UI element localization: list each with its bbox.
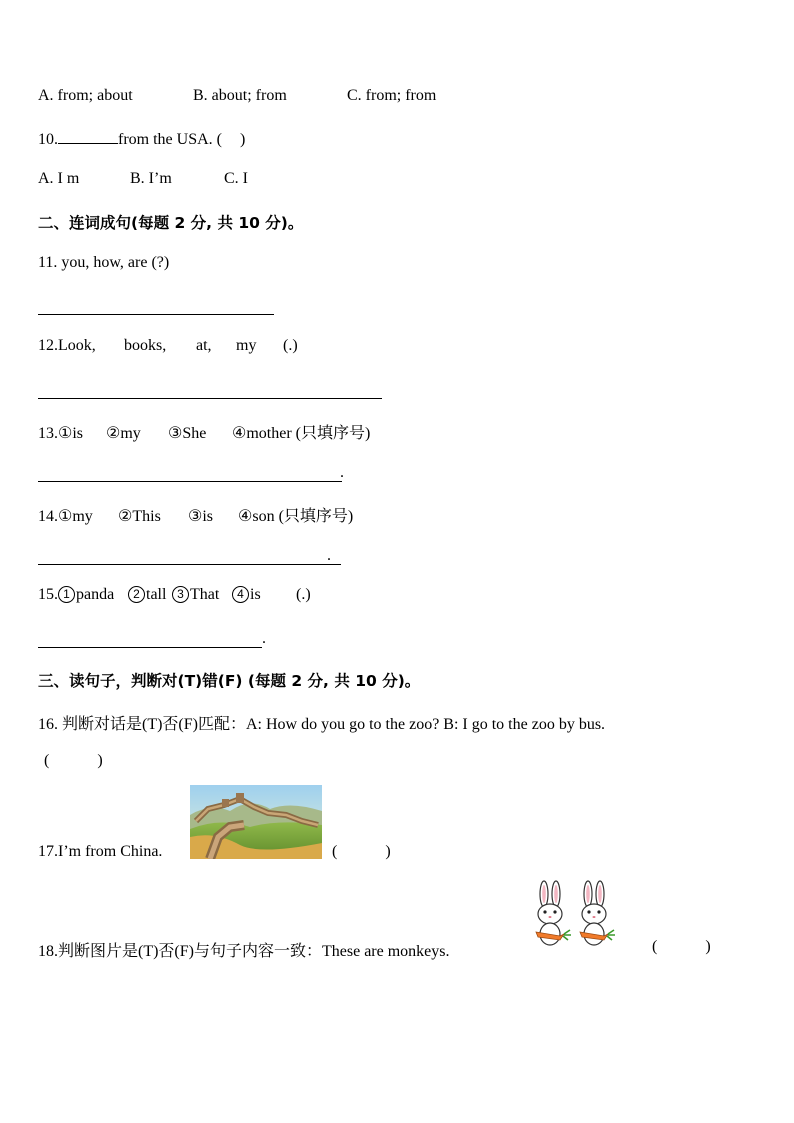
q14-number: 14. <box>38 508 58 525</box>
q10-close-paren: ) <box>239 131 246 148</box>
q10-text: from the USA. ( <box>118 131 222 148</box>
q16-answer-paren[interactable]: ( ) <box>44 752 103 769</box>
q17-question: 17.I’m from China. <box>38 843 163 860</box>
q13-end-period: . <box>340 464 344 481</box>
q12-number: 12. <box>38 337 58 354</box>
q14-item-word: son (只填序号) <box>252 508 354 525</box>
q15-end-period: . <box>262 630 266 647</box>
q12-answer-line[interactable] <box>38 397 382 399</box>
q13-number: 13. <box>38 425 58 442</box>
q10-option-c: C. I <box>224 170 248 187</box>
q12-word: books, <box>124 337 167 354</box>
q15-item-word: That <box>190 586 220 603</box>
q9-option-b: B. about; from <box>193 87 287 104</box>
q9-option-c: C. from; from <box>347 87 437 104</box>
q14-answer-line[interactable] <box>38 563 341 565</box>
q15-item-circle: 3 <box>172 586 189 603</box>
q14-item-number: ① <box>58 508 73 525</box>
q13-item-word: She <box>182 425 207 442</box>
q15-item-circle: 2 <box>128 586 145 603</box>
q18-answer-paren[interactable]: ( ) <box>652 938 711 955</box>
q14-item-word: my <box>72 508 93 525</box>
q10-question <box>38 129 245 149</box>
q18-question: 18.判断图片是(T)否(F)与句子内容一致：These are monkeys. <box>38 943 450 960</box>
q14-item-word: This <box>132 508 161 525</box>
q14-item-number: ③ <box>188 508 203 525</box>
q9-option-a: A. from; about <box>38 87 133 104</box>
q15-item-word: panda <box>76 586 115 603</box>
q15-question <box>38 586 311 604</box>
q12-word: my <box>236 337 257 354</box>
q14-item-number: ④ <box>238 508 253 525</box>
q10-option-b: B. I’m <box>130 170 172 187</box>
q13-item-word: mother (只填序号) <box>246 425 371 442</box>
q14-item-number: ② <box>118 508 133 525</box>
section-3-title: 三、读句子，判断对(T)错(F) (每题 2 分, 共 10 分)。 <box>38 672 421 690</box>
rabbits-with-carrots-image <box>530 880 620 950</box>
q11-answer-line[interactable] <box>38 313 274 315</box>
q10-answer-blank[interactable] <box>58 129 118 144</box>
great-wall-image <box>190 785 322 859</box>
q13-item-number: ③ <box>168 425 183 442</box>
q13-item-number: ② <box>106 425 121 442</box>
q13-question <box>38 420 370 443</box>
q14-item-word: is <box>202 508 214 525</box>
q15-tail: (.) <box>296 586 311 603</box>
q10-option-a: A. I m <box>38 170 80 187</box>
q12-word: at, <box>196 337 212 354</box>
q10-number: 10. <box>38 131 58 148</box>
q13-item-word: my <box>120 425 141 442</box>
q13-answer-line[interactable] <box>38 480 342 482</box>
q13-item-number: ① <box>58 425 73 442</box>
q12-question <box>38 337 298 355</box>
q12-word: (.) <box>283 337 298 354</box>
q13-item-number: ④ <box>232 425 247 442</box>
q14-end-period: . <box>327 547 331 564</box>
q14-question <box>38 503 353 526</box>
q16-question: 16. 判断对话是(T)否(F)匹配：A: How do you go to the zoo? B: I go to the zoo by bus. <box>38 716 606 733</box>
q12-word: Look, <box>58 337 96 354</box>
section-2-title: 二、连词成句(每题 2 分, 共 10 分)。 <box>38 214 304 232</box>
q15-item-circle: 1 <box>58 586 75 603</box>
q15-answer-line[interactable] <box>38 646 262 648</box>
q15-item-word: tall <box>146 586 167 603</box>
q15-item-word: is <box>250 586 261 603</box>
q10-options <box>38 170 248 188</box>
q17-answer-paren[interactable]: ( ) <box>332 843 391 860</box>
q15-number: 15. <box>38 586 58 603</box>
q13-item-word: is <box>72 425 84 442</box>
q15-item-circle: 4 <box>232 586 249 603</box>
q11-question: 11. you, how, are (?) <box>38 254 170 271</box>
q9-options <box>38 87 436 105</box>
